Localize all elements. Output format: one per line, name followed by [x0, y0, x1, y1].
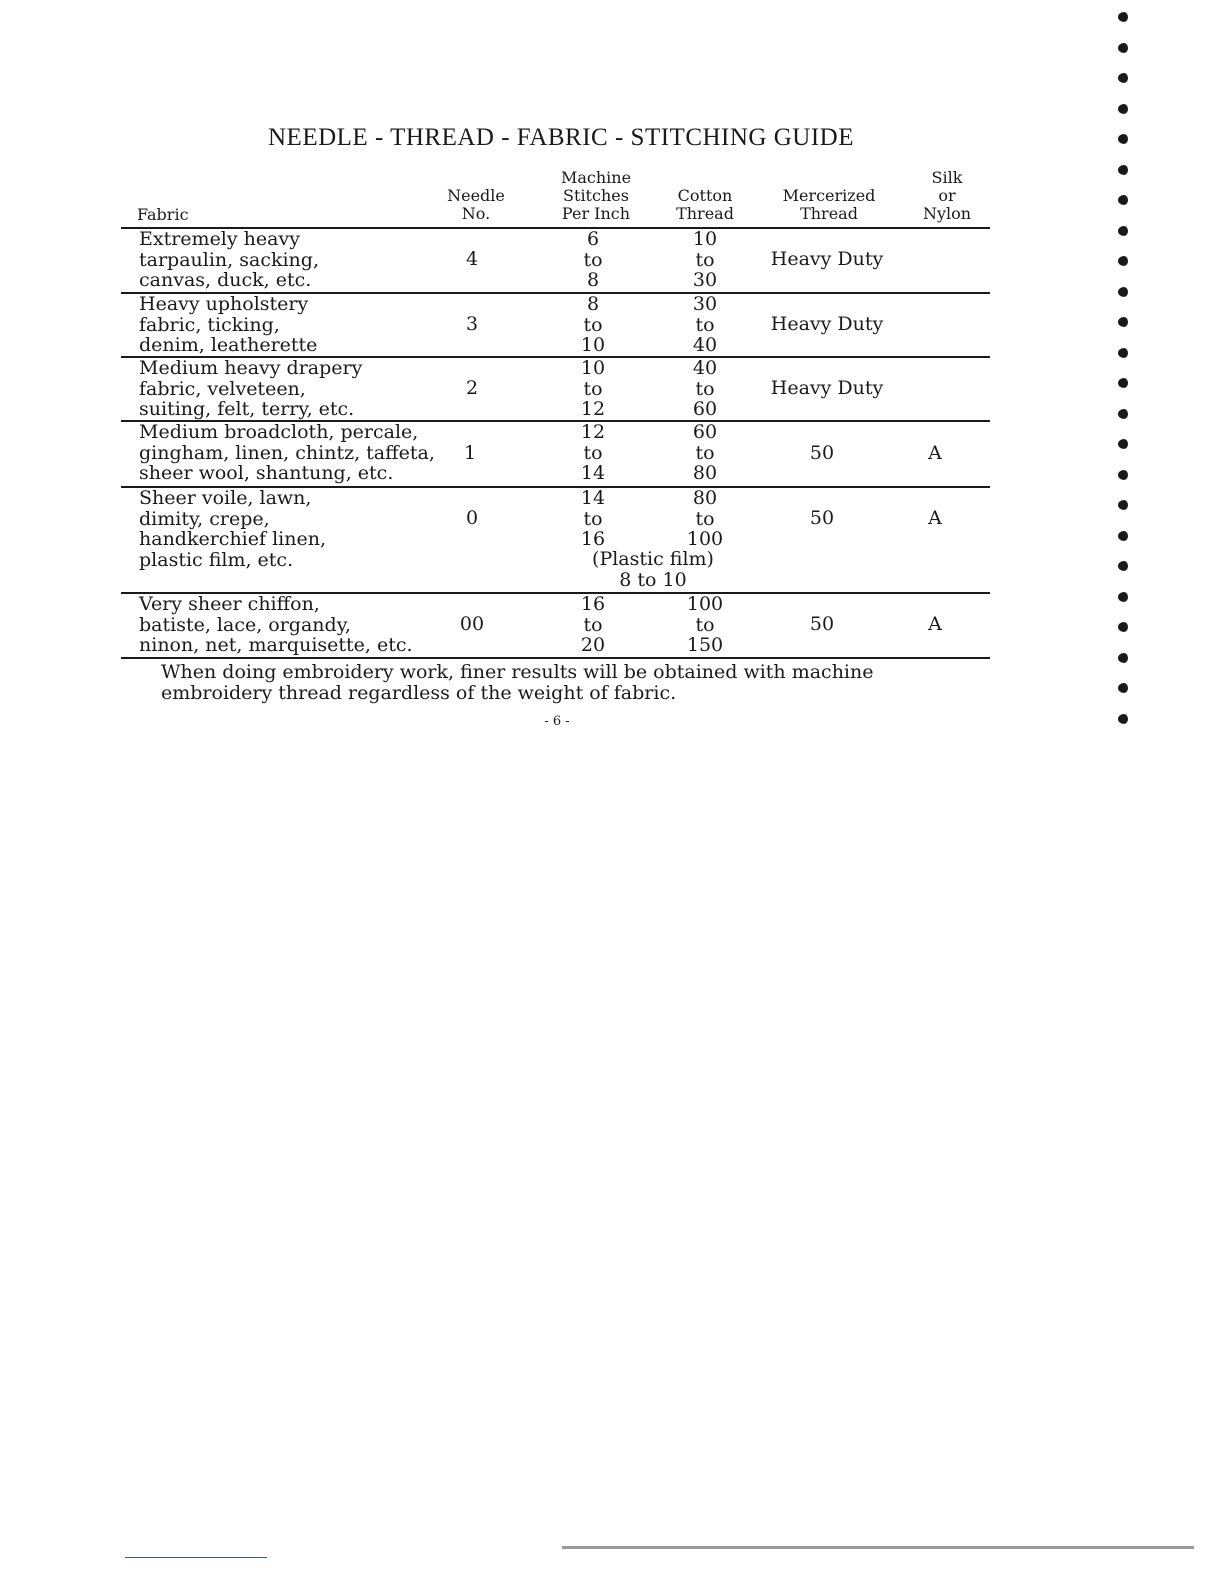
- table-row: Very sheer chiffon, batiste, lace, organdy, ninon, net, marquisette, etc.: [139, 593, 413, 656]
- table-row: Heavy upholstery fabric, ticking, denim, leatherette: [139, 293, 318, 356]
- needle-number: 4: [465, 248, 479, 270]
- mercerized-value: 50: [809, 507, 835, 529]
- silk-value: A: [928, 507, 942, 529]
- binding-holes: [1118, 12, 1142, 744]
- embroidery-note: When doing embroidery work, finer results will be obtained with machine embroidery thread regardless of the weight of fabric.: [161, 661, 874, 704]
- table-rule: [121, 657, 990, 659]
- header-silk: Silk or Nylon: [922, 168, 972, 223]
- needle-number: 00: [459, 613, 485, 635]
- page-title: NEEDLE - THREAD - FABRIC - STITCHING GUIDE: [268, 124, 854, 151]
- header-cotton: Cotton Thread: [676, 186, 734, 223]
- needle-number: 3: [465, 313, 479, 335]
- table-row: Medium heavy drapery fabric, velveteen, suiting, felt, terry, etc.: [139, 357, 363, 420]
- mercerized-value: 50: [809, 442, 835, 464]
- stitches-range: 14 to 16: [580, 487, 606, 550]
- page-number: - 6 -: [544, 714, 570, 729]
- scan-line: [125, 1557, 267, 1558]
- cotton-range: 30 to 40: [692, 293, 718, 356]
- scan-line: [562, 1546, 1194, 1549]
- stitches-range: 16 to 20: [580, 593, 606, 656]
- stitches-range: 10 to 12: [580, 357, 606, 420]
- cotton-range: 40 to 60: [692, 357, 718, 420]
- needle-number: 1: [463, 442, 477, 464]
- header-fabric: Fabric: [137, 205, 189, 224]
- cotton-range: 10 to 30: [692, 228, 718, 291]
- mercerized-value: Heavy Duty: [770, 377, 884, 399]
- table-row: Medium broadcloth, percale, gingham, linen, chintz, taffeta, sheer wool, shantung, etc.: [139, 421, 435, 484]
- mercerized-value: Heavy Duty: [770, 313, 884, 335]
- mercerized-value: Heavy Duty: [770, 248, 884, 270]
- table-row: Sheer voile, lawn, dimity, crepe, handkerchief linen, plastic film, etc.: [139, 487, 326, 571]
- needle-number: 0: [465, 507, 479, 529]
- cotton-range: 80 to 100: [686, 487, 724, 550]
- stitches-range: 8 to 10: [580, 293, 606, 356]
- silk-value: A: [928, 613, 942, 635]
- silk-value: A: [928, 442, 942, 464]
- header-stitches: Machine Stitches Per Inch: [560, 168, 632, 223]
- mercerized-value: 50: [809, 613, 835, 635]
- header-mercerized: Mercerized Thread: [782, 186, 876, 223]
- cotton-range: 60 to 80: [692, 421, 718, 484]
- stitches-range: 6 to 8: [583, 228, 603, 291]
- table-row: Extremely heavy tarpaulin, sacking, canvas, duck, etc.: [139, 228, 319, 291]
- stitches-range: 12 to 14: [580, 421, 606, 484]
- plastic-film-note: (Plastic film) 8 to 10: [592, 548, 714, 591]
- needle-number: 2: [465, 377, 479, 399]
- cotton-range: 100 to 150: [686, 593, 724, 656]
- header-needle: Needle No.: [447, 186, 505, 223]
